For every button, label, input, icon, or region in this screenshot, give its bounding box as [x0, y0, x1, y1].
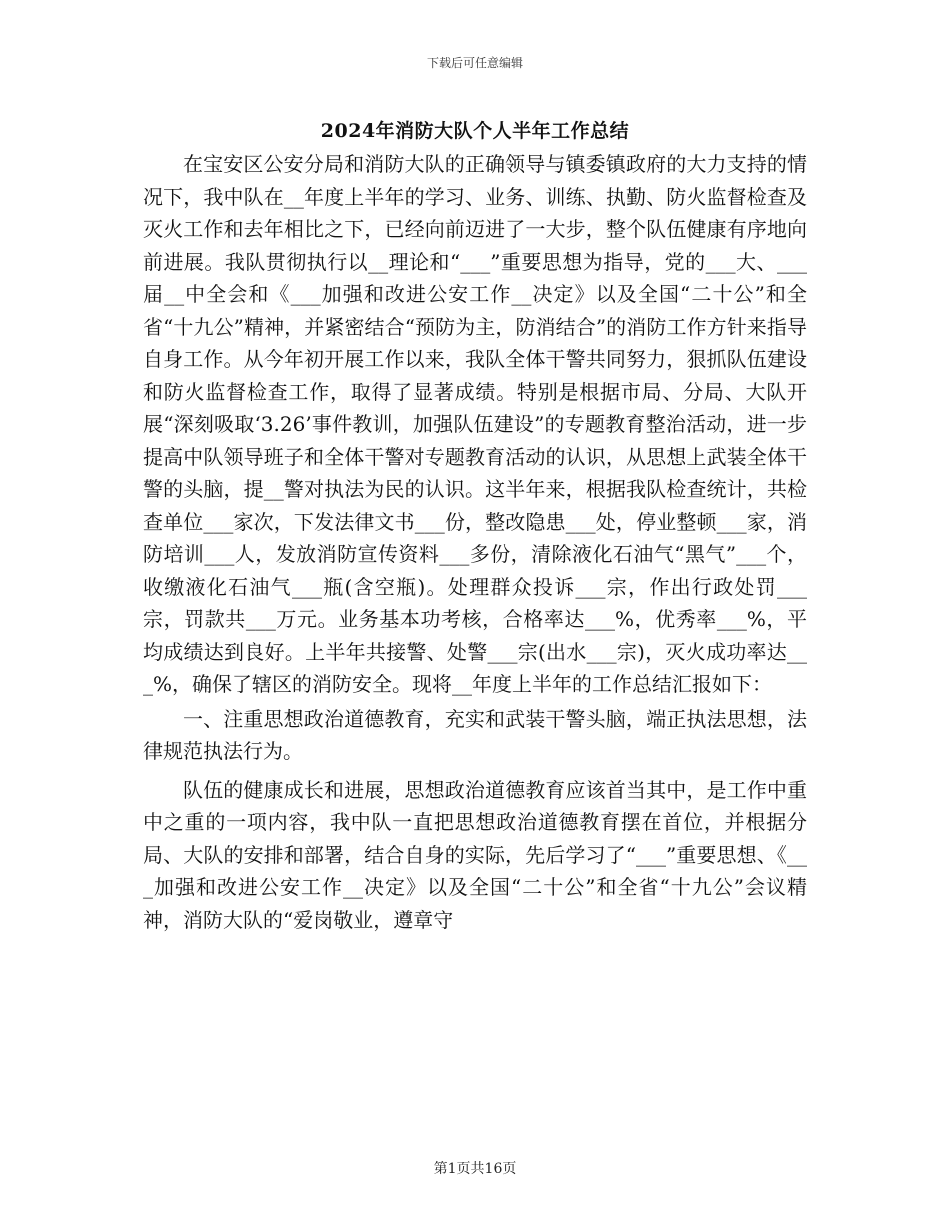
page-footer: 第1页共16页 [433, 1161, 517, 1177]
header-note: 下载后可任意编辑 [426, 56, 523, 70]
document-title: 2024年消防大队个人半年工作总结 [320, 120, 630, 142]
paragraph-section-body: 队伍的健康成长和进展，思想政治道德教育应该首当其中，是工作中重中之重的一项内容，我中队一直把思想政治道德教育摆在首位，并根据分局、大队的安排和部署，结合自身的实际，先后学习了“___”重要思想、《___加强和改进公安工作__决定》以及全国“二十公”和全省“十九公”会议精神，消防大队的“爱岗敬业，遵章守 [143, 777, 807, 932]
paragraph-section-heading: 一、注重思想政治道德教育，充实和武装干警头脑，端正执法思想，法律规范执法行为。 [143, 706, 807, 763]
document-body [143, 148, 807, 938]
paragraph-intro: 在宝安区公安分局和消防大队的正确领导与镇委镇政府的大力支持的情况下，我中队在__年度上半年的学习、业务、训练、执勤、防火监督检查及灭火工作和去年相比之下，已经向前迈进了一大步，整个队伍健康有序地向前进展。我队贯彻执行以__理论和“___”重要思想为指导，党的___大、___届__中全会和《___加强和改进公安工作__决定》以及全国“二十公”和全省“十九公”精神，并紧密结合“预防为主，防消结合”的消防工作方针来指导自身工作。从今年初开展工作以来，我队全体干警共同努力，狠抓队伍建设和防火监督检查工作，取得了显著成绩。特别是根据市局、分局、大队开展“深刻吸取‘3.26’事件教训，加强队伍建设”的专题教育整治活动，进一步提高中队领导班子和全体干警对专题教育活动的认识，从思想上武装全体干警的头脑，提__警对执法为民的认识。这半年来，根据我队检查统计，共检查单位___家次，下发法律文书___份，整改隐患___处，停业整顿___家，消防培训___人，发放消防宣传资料___多份，清除液化石油气“黑气”___个，收缴液化石油气___瓶(含空瓶)。处理群众投诉___宗，作出行政处罚___宗，罚款共___万元。业务基本功考核，合格率达___%，优秀率___%，平均成绩达到良好。上半年共接警、处警___宗(出水___宗)，灭火成功率达___%，确保了辖区的消防安全。现将__年度上半年的工作总结汇报如下： [143, 152, 807, 696]
